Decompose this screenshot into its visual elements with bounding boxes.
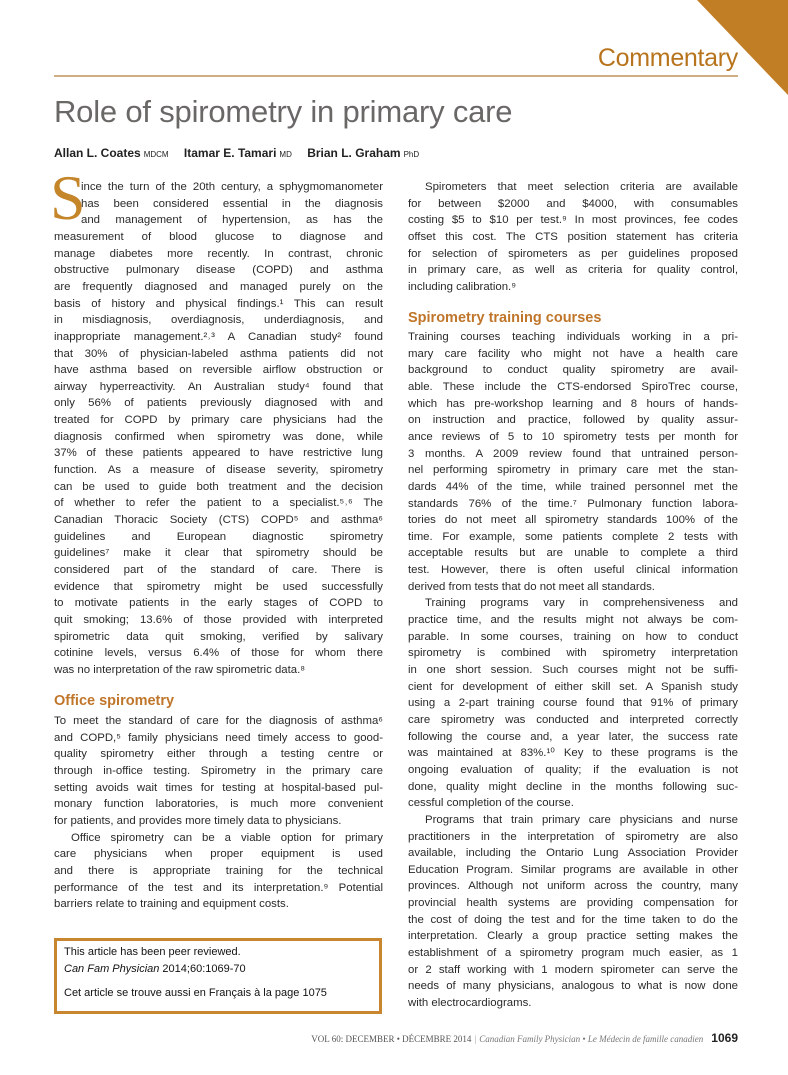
intro-line: airway hyperreactivity. An Australian study⁴ found that (54, 380, 383, 393)
intro-line: can be used to guide both treatment and the decision (54, 480, 383, 493)
citation-journal: Can Fam Physician (64, 963, 160, 975)
programs-line: ongoing evaluation of quality; if the evaluation is not (408, 763, 738, 776)
intro-line: to motivate patients in the early stages of COPD to (54, 597, 383, 610)
office-line: care physicians when proper equipment is used (54, 848, 383, 861)
article-title: Role of spirometry in primary care (54, 94, 513, 129)
interpretation-line: interpretation. Clearly a group practice setting makes the (408, 930, 738, 943)
heading-training-courses: Spirometry training courses (408, 310, 602, 326)
intro-line: quit smoking; 13.6% of those provided with interpreted (54, 613, 383, 626)
training-line: acceptable results but are unable to complete a third (408, 547, 738, 560)
office-line: To meet the standard of care for the diagnosis of asthma⁶ (54, 715, 383, 727)
citation-ref: 2014;60:1069-70 (159, 963, 246, 975)
programs-line: following the course and, a year later, the success rate (408, 730, 738, 743)
interpretation-line: provinces. Although not uniform across the country, many (408, 880, 738, 893)
programs-line: cient for development of either skill set. A Spanish study (408, 680, 738, 693)
training-line: ance reviews of 5 to 10 spirometry tests per month for (408, 430, 738, 443)
intro-line: that 30% of physician-labeled asthma patients did not (54, 347, 383, 360)
training-line: mary care facility who might not have a health care (408, 347, 738, 360)
training-line: time. For example, some patients complete 2 tests with (408, 530, 738, 543)
programs-line: cessful completion of the course. (408, 797, 574, 810)
intro-line: diagnosis confirmed when spirometry was done, while (54, 430, 383, 443)
intro-line: manage diabetes more recently. In contrast, chronic (54, 247, 383, 260)
intro-line: treated for COPD by primary care physicians had the (54, 414, 383, 427)
intro-line: basis of history and physical findings.¹ This can result (54, 297, 383, 310)
spirometers-line: Spirometers that meet selection criteria are available (425, 181, 738, 193)
interpretation-line: Programs that train primary care physicians and nurse (425, 813, 738, 826)
intro-line: Canadian Thoracic Society (CTS) COPD⁵ and asthma⁶ (54, 514, 383, 526)
training-line: background to conduct quality spirometry are avail- (408, 364, 738, 377)
programs-line: spirometry is combined with spirometry interpretation (408, 647, 738, 660)
author-degree: MD (279, 150, 292, 159)
header-rule (54, 75, 738, 77)
author-name: Itamar E. Tamari (183, 146, 277, 160)
intro-line: 37% of these patients appeared to have restrictive lung (54, 447, 383, 460)
training-line: which has pre-workshop learning and 8 hours of hands- (408, 397, 738, 410)
spirometers-line: for between $2000 and $4000, with consumables (408, 197, 738, 210)
footer-divider: | (474, 1034, 477, 1044)
spirometers-line: for selection of spirometers as per guidelines proposed (408, 247, 738, 260)
programs-line: Training programs vary in comprehensiveness and (425, 597, 738, 610)
author-degree: PhD (403, 150, 420, 159)
interpretation-line: establishment of a spirometry program much easier, as 1 (408, 947, 738, 960)
author-list (54, 146, 431, 160)
interpretation-line: with electrocardiograms. (408, 997, 532, 1009)
intro-line: only 56% of patients previously diagnosed with and (54, 397, 383, 410)
intro-line: guidelines and European diagnostic spirometry (54, 530, 383, 543)
page-footer (311, 1031, 738, 1045)
interpretation-line: needs of many physicians, analogous to what is now done (408, 980, 738, 993)
spirometers-line: costing $5 to $10 per test.⁹ In most provinces, fee codes (408, 214, 738, 227)
office-line: Office spirometry can be a viable option for primary (71, 831, 383, 844)
intro-line: cotinine levels, versus 6.4% of those for whom there (54, 647, 383, 660)
office-line: monary function laboratories, is much more convenient (54, 798, 383, 811)
training-line: 3 months. A 2009 review found that untrained person- (408, 447, 738, 460)
spirometers-line: including calibration.⁹ (408, 280, 517, 293)
training-line: tories do not meet all spirometry standards 100% of the (408, 514, 738, 527)
intro-line: considered part of the standard of care. There is (54, 563, 383, 576)
article-info-box (54, 938, 382, 1014)
heading-office-spirometry: Office spirometry (54, 693, 175, 709)
training-line: dards 44% of the time, while trained personnel met the (408, 480, 738, 493)
author-name: Allan L. Coates (54, 146, 141, 160)
french-version-note[interactable]: Cet article se trouve aussi en Français à la page 1075 (64, 987, 327, 999)
intro-line: spirometric data quit smoking, verified by salivary (54, 630, 383, 643)
programs-line: care spirometry was conducted and interpreted correctly (408, 713, 738, 726)
footer-journal: Canadian Family Physician • Le Médecin de famille canadien (479, 1034, 704, 1044)
interpretation-line: Education Program. Similar programs are available in other (408, 863, 738, 876)
training-line: standards 76% of the time.⁷ Pulmonary function labora- (408, 497, 738, 510)
office-line: setting avoids wait times for testing at hospital-based pul- (54, 781, 383, 794)
training-line: able. These include the CTS-endorsed SpiroTrec course, (408, 380, 738, 393)
page-number: 1069 (711, 1031, 738, 1045)
interpretation-line: or 2 staff working with 1 modern spirometer can serve the (408, 963, 738, 976)
footer-issue: VOL 60: DECEMBER • DÉCEMBRE 2014 (311, 1034, 472, 1044)
spirometers-line: in primary care, as well as criteria for quality control, (408, 264, 738, 277)
programs-line: was maintained at 83%.¹⁰ Key to these programs is the (408, 747, 738, 760)
training-line: Training courses teaching individuals working in a pri- (408, 331, 738, 343)
office-line: performance of the test and its interpretation.⁹ Potential (54, 881, 383, 894)
section-label: Commentary (597, 44, 738, 72)
intro-line: measurement of blood glucose to diagnose and (54, 230, 383, 243)
intro-line: guidelines⁷ make it clear that spirometry should be (54, 547, 383, 560)
programs-line: practice time, and the results might not always be com- (408, 614, 738, 627)
office-line: barriers relate to training and equipment costs. (54, 898, 289, 911)
training-line: on instruction and practice, followed by quality assur- (408, 414, 738, 427)
intro-line: have asthma based on reversible airflow obstruction or (54, 364, 383, 377)
office-line: quality spirometry either through a testing centre or (54, 748, 383, 761)
training-line: derived from tests that do not meet all standards. (408, 580, 655, 593)
intro-line: in misdiagnosis, overdiagnosis, underdiagnosis, and (54, 314, 383, 327)
office-line: and COPD,⁵ family physicians need timely access to good- (54, 731, 383, 744)
interpretation-line: practitioners in the interpretation of spirometry are also (408, 830, 738, 843)
programs-line: using a 2-part training course found that 91% of primary (408, 697, 738, 710)
office-line: for patients, and provides more timely data to physicians. (54, 814, 342, 827)
intro-line: was no interpretation of the raw spirometric data.⁸ (54, 663, 306, 676)
programs-line: parable. In some courses, training on how to conduct (408, 630, 738, 643)
author-degree: MDCM (143, 150, 169, 159)
intro-line: function. As a measure of disease severity, spirometry (54, 464, 383, 477)
interpretation-line: the cost of doing the test and for the time taken to do the (408, 913, 738, 926)
intro-line: inappropriate management.²˒³ A Canadian study² found (54, 330, 383, 343)
intro-line: obstructive pulmonary disease (COPD) and asthma (54, 264, 383, 277)
author-name: Brian L. Graham (307, 146, 401, 160)
office-line: and there is appropriate training for the technical (54, 864, 383, 877)
intro-line: evidence that spirometry might be used successfully (54, 580, 383, 593)
intro-line: of whether to refer the patient to a specialist.⁵˒⁶ The (54, 497, 383, 510)
intro-line: are frequently diagnosed and managed purely on the (54, 280, 383, 293)
programs-line: done, quality might decline in the months following suc- (408, 780, 738, 793)
spirometers-line: offset this cost. The CTS position statement has criteria (408, 230, 738, 243)
intro-line: ince the turn of the 20th century, a sphygmomanometer (81, 181, 383, 193)
training-line: nel performing spirometry in primary care met the stan- (408, 464, 738, 477)
training-line: test. However, there is often useful clinical information (408, 564, 738, 577)
intro-line: and management of hypertension, as has the (81, 214, 383, 227)
interpretation-line: available, including the Ontario Lung Association Provider (408, 847, 738, 860)
interpretation-line: provincial health systems are providing compensation for (408, 897, 738, 910)
citation (64, 963, 246, 975)
drop-cap: S (50, 162, 86, 233)
office-line: through in-office testing. Spirometry in the primary care (54, 764, 383, 777)
programs-line: in one short session. Such courses might not be suffi- (408, 664, 738, 676)
peer-review-note: This article has been peer reviewed. (64, 946, 241, 958)
intro-line: has been considered essential in the diagnosis (81, 197, 383, 210)
